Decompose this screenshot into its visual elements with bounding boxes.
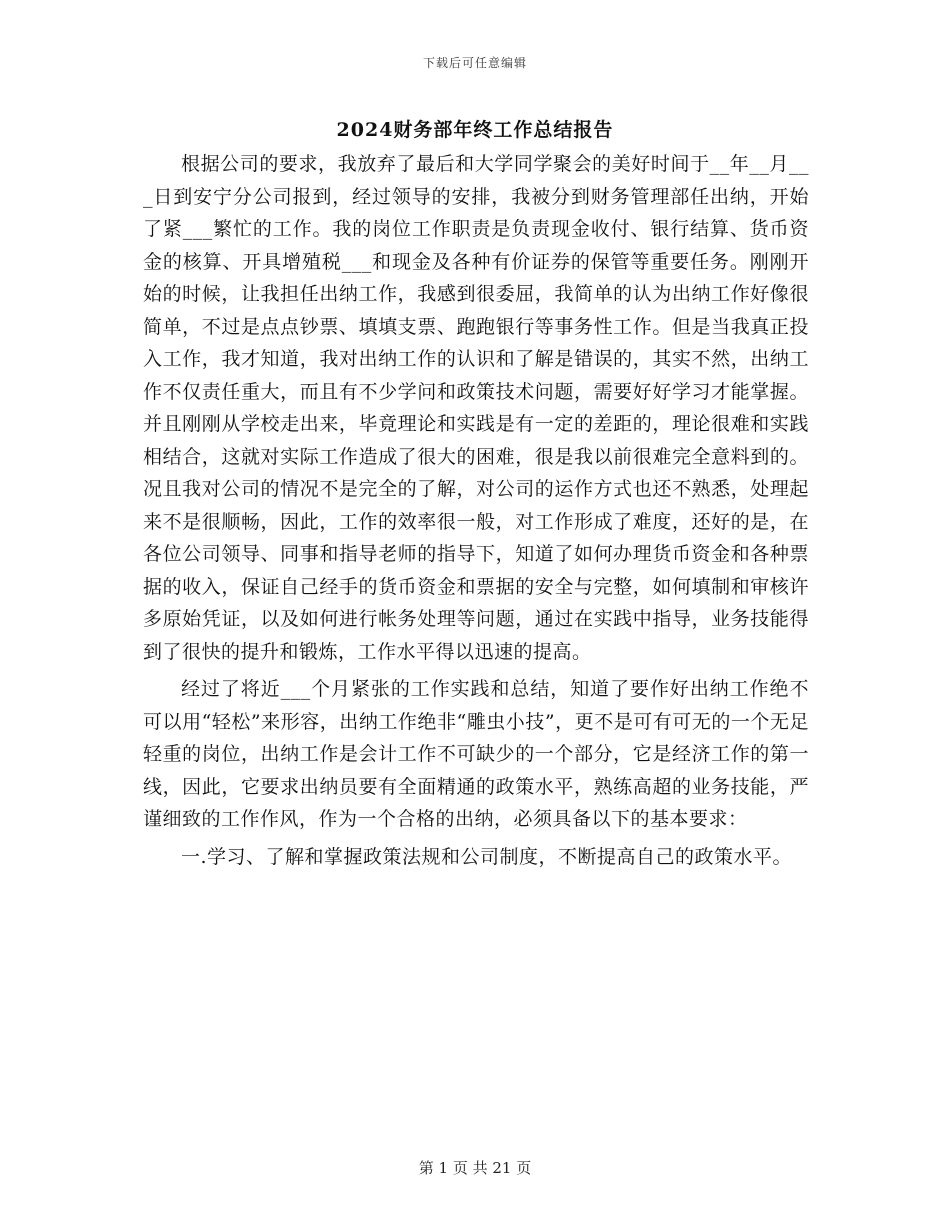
header-note: 下载后可任意编辑	[422, 56, 527, 70]
paragraph-1: 根据公司的要求，我放弃了最后和大学同学聚会的美好时间于__年__月___日到安宁分公司报到，经过领导的安排，我被分到财务管理部任出纳，开始了紧___繁忙的工作。我的岗位工作职责是负责现金收付、银行结算、货币资金的核算、开具增殖税___和现金及各种有价证券的保管等重要任务。刚刚开始的时候，让我担任出纳工作，我感到很委屈，我简单的认为出纳工作好像很简单，不过是点点钞票、填填支票、跑跑银行等事务性工作。但是当我真正投入工作，我才知道，我对出纳工作的认识和了解是错误的，其实不然，出纳工作不仅责任重大，而且有不少学问和政策技术问题，需要好好学习才能掌握。并且刚刚从学校走出来，毕竟理论和实践是有一定的差距的，理论很难和实践相结合，这就对实际工作造成了很大的困难，很是我以前很难完全意料到的。况且我对公司的情况不是完全的了解，对公司的运作方式也还不熟悉，处理起来不是很顺畅，因此，工作的效率很一般，对工作形成了难度，还好的是，在各位公司领导、同事和指导老师的指导下，知道了如何办理货币资金和各种票据的收入，保证自己经手的货币资金和票据的安全与完整，如何填制和审核许多原始凭证，以及如何进行帐务处理等问题，通过在实践中指导，业务技能得到了很快的提升和锻炼，工作水平得以迅速的提高。	[143, 153, 809, 663]
document-title: 2024财务部年终工作总结报告	[336, 119, 614, 141]
paragraph-3: 一.学习、了解和掌握政策法规和公司制度，不断提高自己的政策水平。	[181, 845, 793, 868]
document-body	[143, 148, 809, 878]
page-number-footer: 第 1 页 共 21 页	[418, 1159, 532, 1177]
paragraph-2: 经过了将近___个月紧张的工作实践和总结，知道了要作好出纳工作绝不可以用“轻松”来形容，出纳工作绝非“雕虫小技”，更不是可有可无的一个无足轻重的岗位，出纳工作是会计工作不可缺少的一个部分，它是经济工作的第一线，因此，它要求出纳员要有全面精通的政策水平，熟练高超的业务技能，严谨细致的工作作风，作为一个合格的出纳，必须具备以下的基本要求：	[143, 678, 809, 830]
